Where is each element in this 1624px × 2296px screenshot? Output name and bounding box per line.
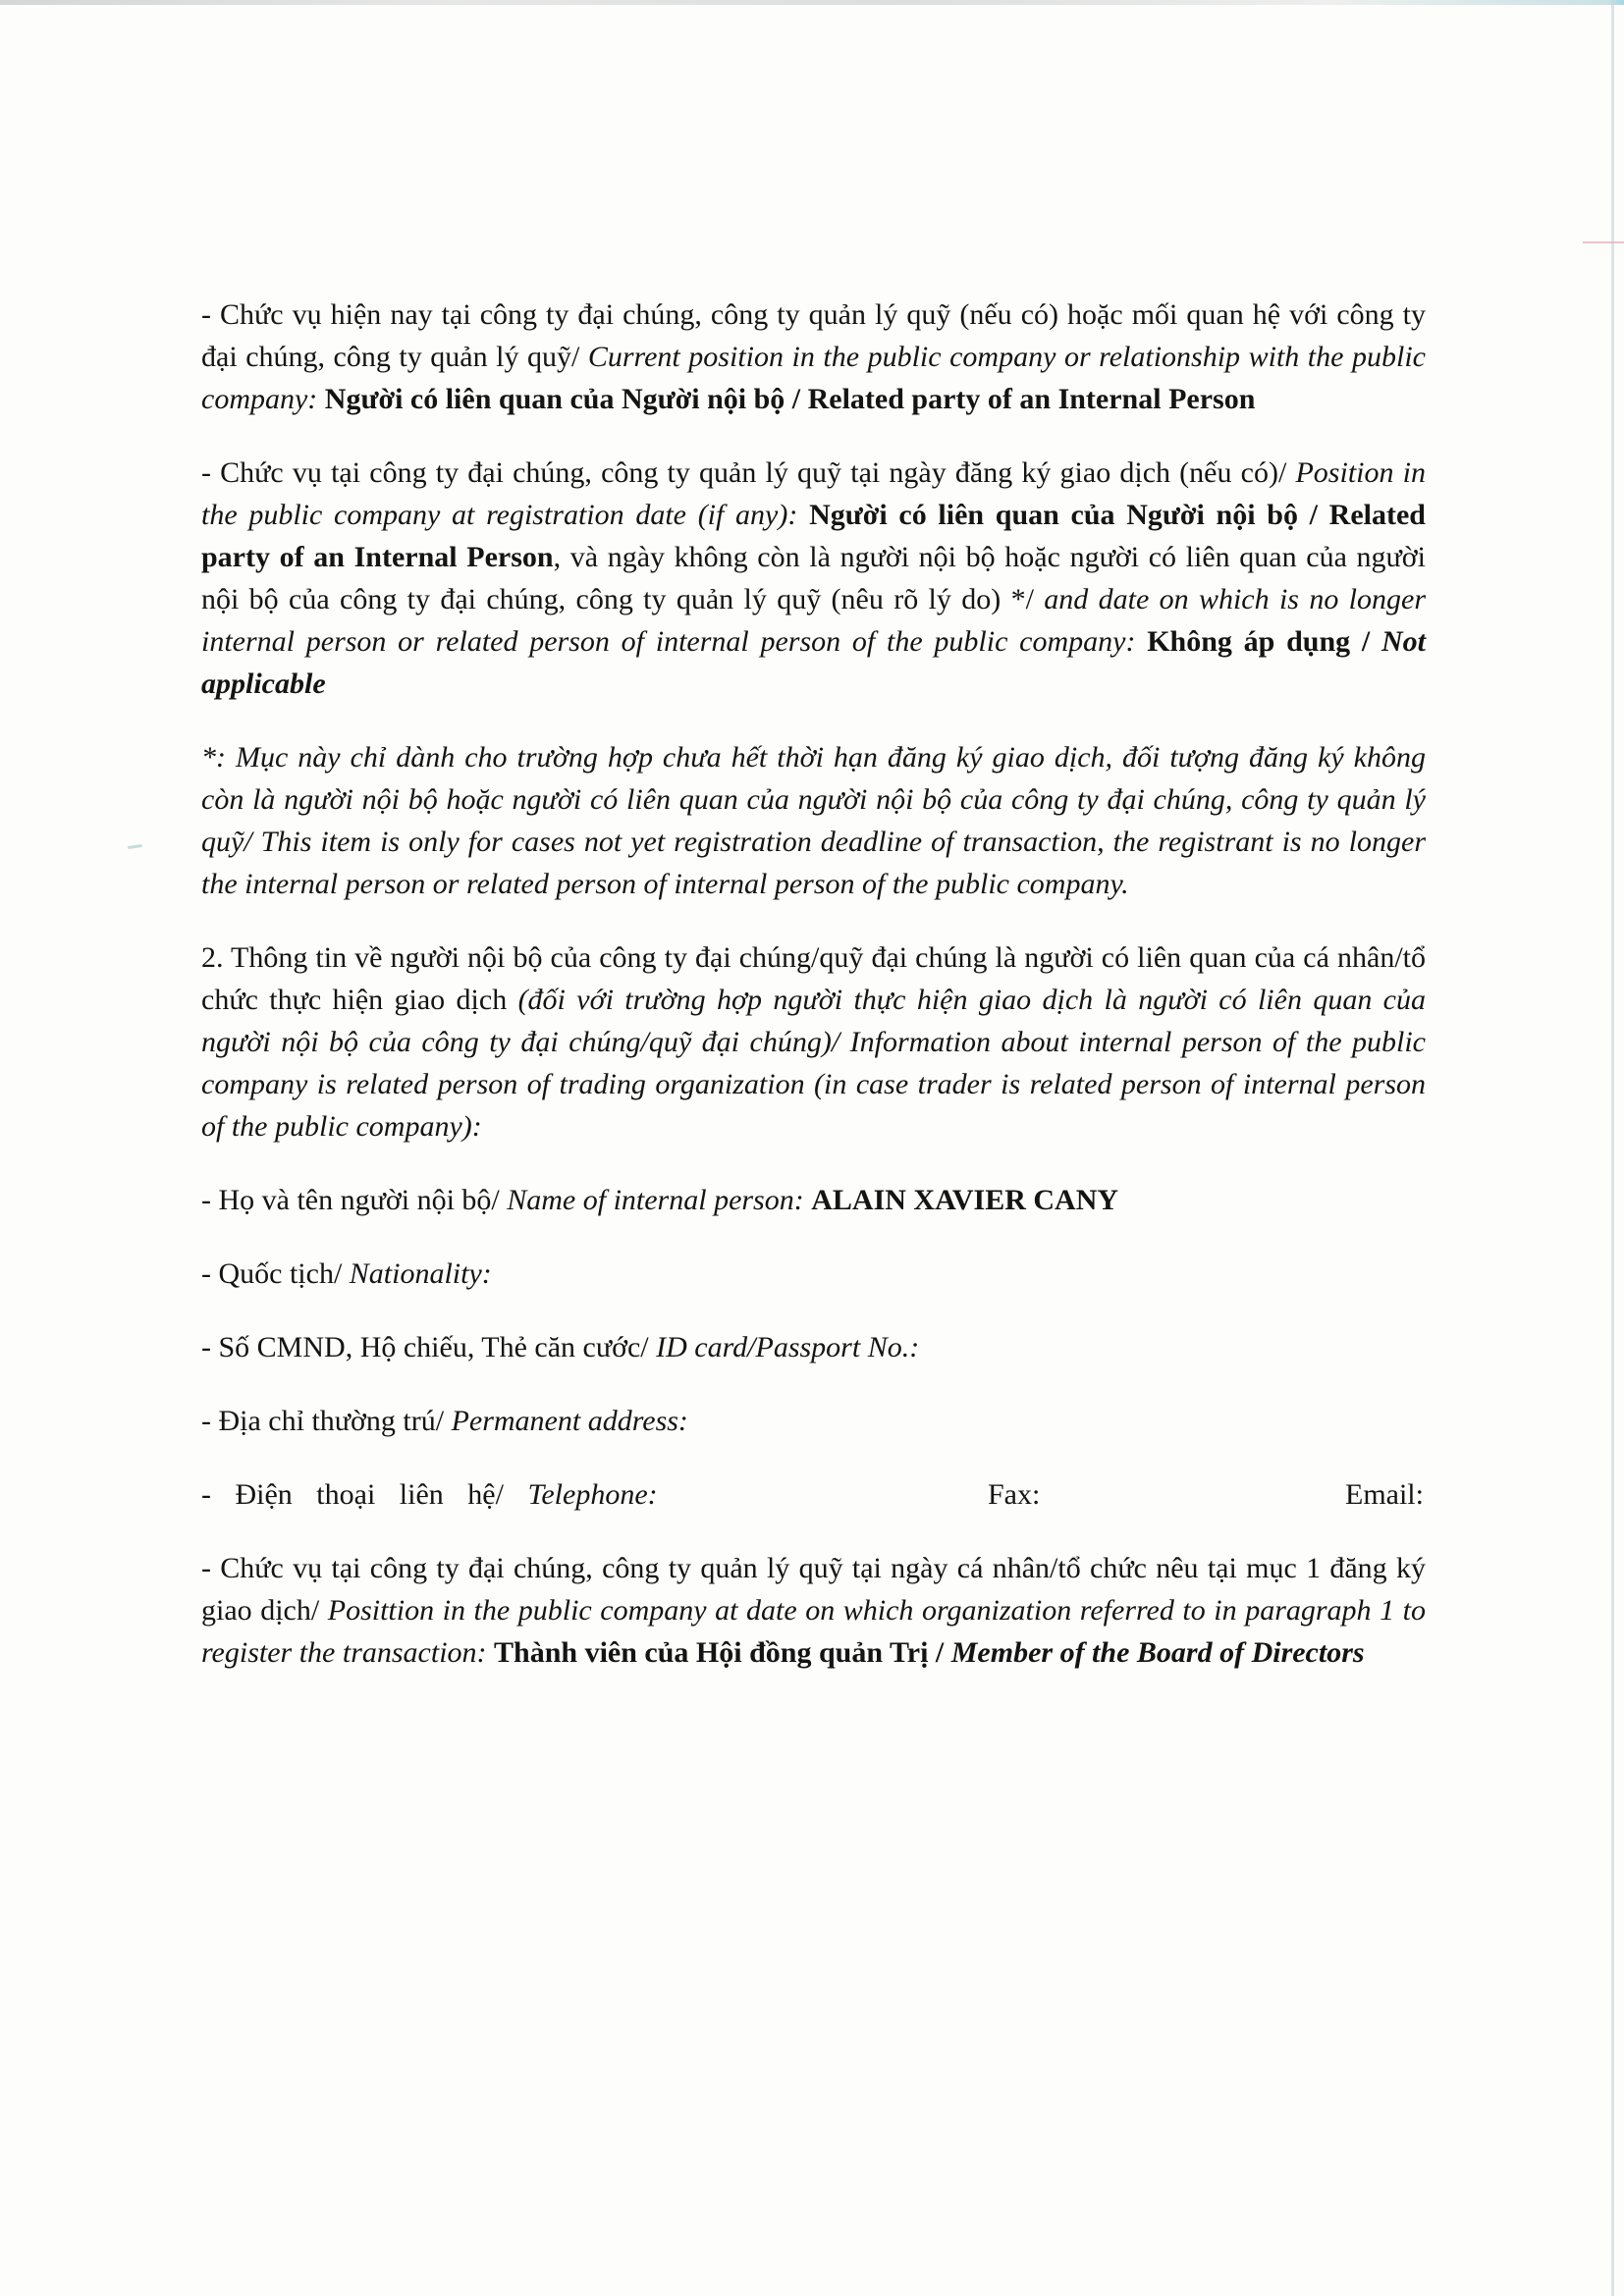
para-position-at-section1-date <box>201 1547 1426 1674</box>
email-label: Email: <box>1345 1478 1424 1511</box>
para-footnote <box>201 736 1426 905</box>
position-registration-label-vn: - Chức vụ tại công ty đại chúng, công ty quản lý quỹ tại ngày đăng ký giao dịch (nếu có)/ <box>201 456 1296 489</box>
section-2-label-en: (đối với trường hợp người thực hiện giao dịch là người có liên quan của người nội bộ của công ty đại chúng/quỹ đại chúng)/ Information about internal person of the public company is related person of trading organization (in case trader is related person of internal person of the public company): <box>201 984 1426 1143</box>
name-label-en: Name of internal person: <box>507 1184 812 1216</box>
not-applicable-value-vn: Không áp dụng / <box>1147 625 1381 658</box>
nationality-label-vn: - Quốc tịch/ <box>201 1257 350 1290</box>
scan-edge-top <box>0 0 1624 5</box>
para-internal-person-name <box>201 1179 1426 1221</box>
para-telephone-fax-email <box>201 1473 1426 1516</box>
id-card-label-vn: - Số CMND, Hộ chiếu, Thẻ căn cước/ <box>201 1331 657 1363</box>
document-body <box>201 294 1426 1705</box>
position-section1-label-vn: - Chức vụ tại công ty đại chúng, công ty quản lý quỹ tại ngày cá nhân/tổ chức nêu tại mục 1 đăng ký giao dịch/ <box>201 1552 1426 1627</box>
board-member-value-en: Member of the Board of Directors <box>950 1636 1365 1669</box>
name-label-vn: - Họ và tên người nội bộ/ <box>201 1184 508 1216</box>
id-card-label-en: ID card/Passport No.: <box>656 1331 920 1363</box>
no-longer-internal-label-vn: , và ngày không còn là người nội bộ hoặc người có liên quan của người nội bộ của công ty đại chúng, công ty quản lý quỹ (nêu rõ lý do) */ <box>201 541 1426 615</box>
scan-mark-left-margin <box>128 844 142 849</box>
telephone-label-vn: - Điện thoại liên hệ/ <box>201 1478 528 1511</box>
scan-mark-pink <box>1583 241 1624 243</box>
para-nationality <box>201 1253 1426 1295</box>
para-position-at-registration <box>201 452 1426 705</box>
no-longer-internal-label-en: and date on which is no longer internal person or related person of internal person of the public company: <box>201 583 1426 658</box>
position-registration-value: Người có liên quan của Người nội bộ / Related party of an Internal Person <box>201 499 1426 573</box>
position-section1-label-en: Posittion in the public company at date on which organization referred to in paragraph 1 to register the transaction: <box>201 1594 1426 1669</box>
internal-person-name-value: ALAIN XAVIER CANY <box>811 1184 1119 1216</box>
para-id-card <box>201 1326 1426 1368</box>
address-label-en: Permanent address: <box>451 1405 688 1437</box>
scan-line-right <box>1611 0 1614 2296</box>
position-registration-label-en: Position in the public company at registration date (if any): <box>201 456 1426 531</box>
fax-label: Fax: <box>988 1478 1041 1511</box>
para-section-2-heading <box>201 936 1426 1148</box>
telephone-label-en: Telephone: <box>527 1478 658 1511</box>
section-2-label-vn: 2. Thông tin về người nội bộ của công ty đại chúng/quỹ đại chúng là người có liên quan của cá nhân/tổ chức thực hiện giao dịch <box>201 941 1426 1016</box>
footnote-text: *: Mục này chỉ dành cho trường hợp chưa hết thời hạn đăng ký giao dịch, đối tượng đăng ký không còn là người nội bộ hoặc người có liên quan của người nội bộ của công ty đại chúng, công ty quản lý quỹ/ This item is only for cases not yet registration deadline of transaction, the registrant is no longer the internal person or related person of internal person of the public company. <box>201 741 1426 900</box>
not-applicable-value-en: Not applicable <box>201 625 1426 700</box>
board-member-value-vn: Thành viên của Hội đồng quản Trị / <box>494 1636 951 1669</box>
address-label-vn: - Địa chỉ thường trú/ <box>201 1405 452 1437</box>
current-position-label-vn: - Chức vụ hiện nay tại công ty đại chúng, công ty quản lý quỹ (nếu có) hoặc mối quan hệ với công ty đại chúng, công ty quản lý quỹ/ <box>201 298 1426 373</box>
para-current-position <box>201 294 1426 420</box>
nationality-label-en: Nationality: <box>349 1257 492 1290</box>
current-position-label-en: Current position in the public company or relationship with the public company: <box>201 341 1426 415</box>
para-permanent-address <box>201 1400 1426 1442</box>
current-position-value: Người có liên quan của Người nội bộ / Related party of an Internal Person <box>324 383 1256 415</box>
